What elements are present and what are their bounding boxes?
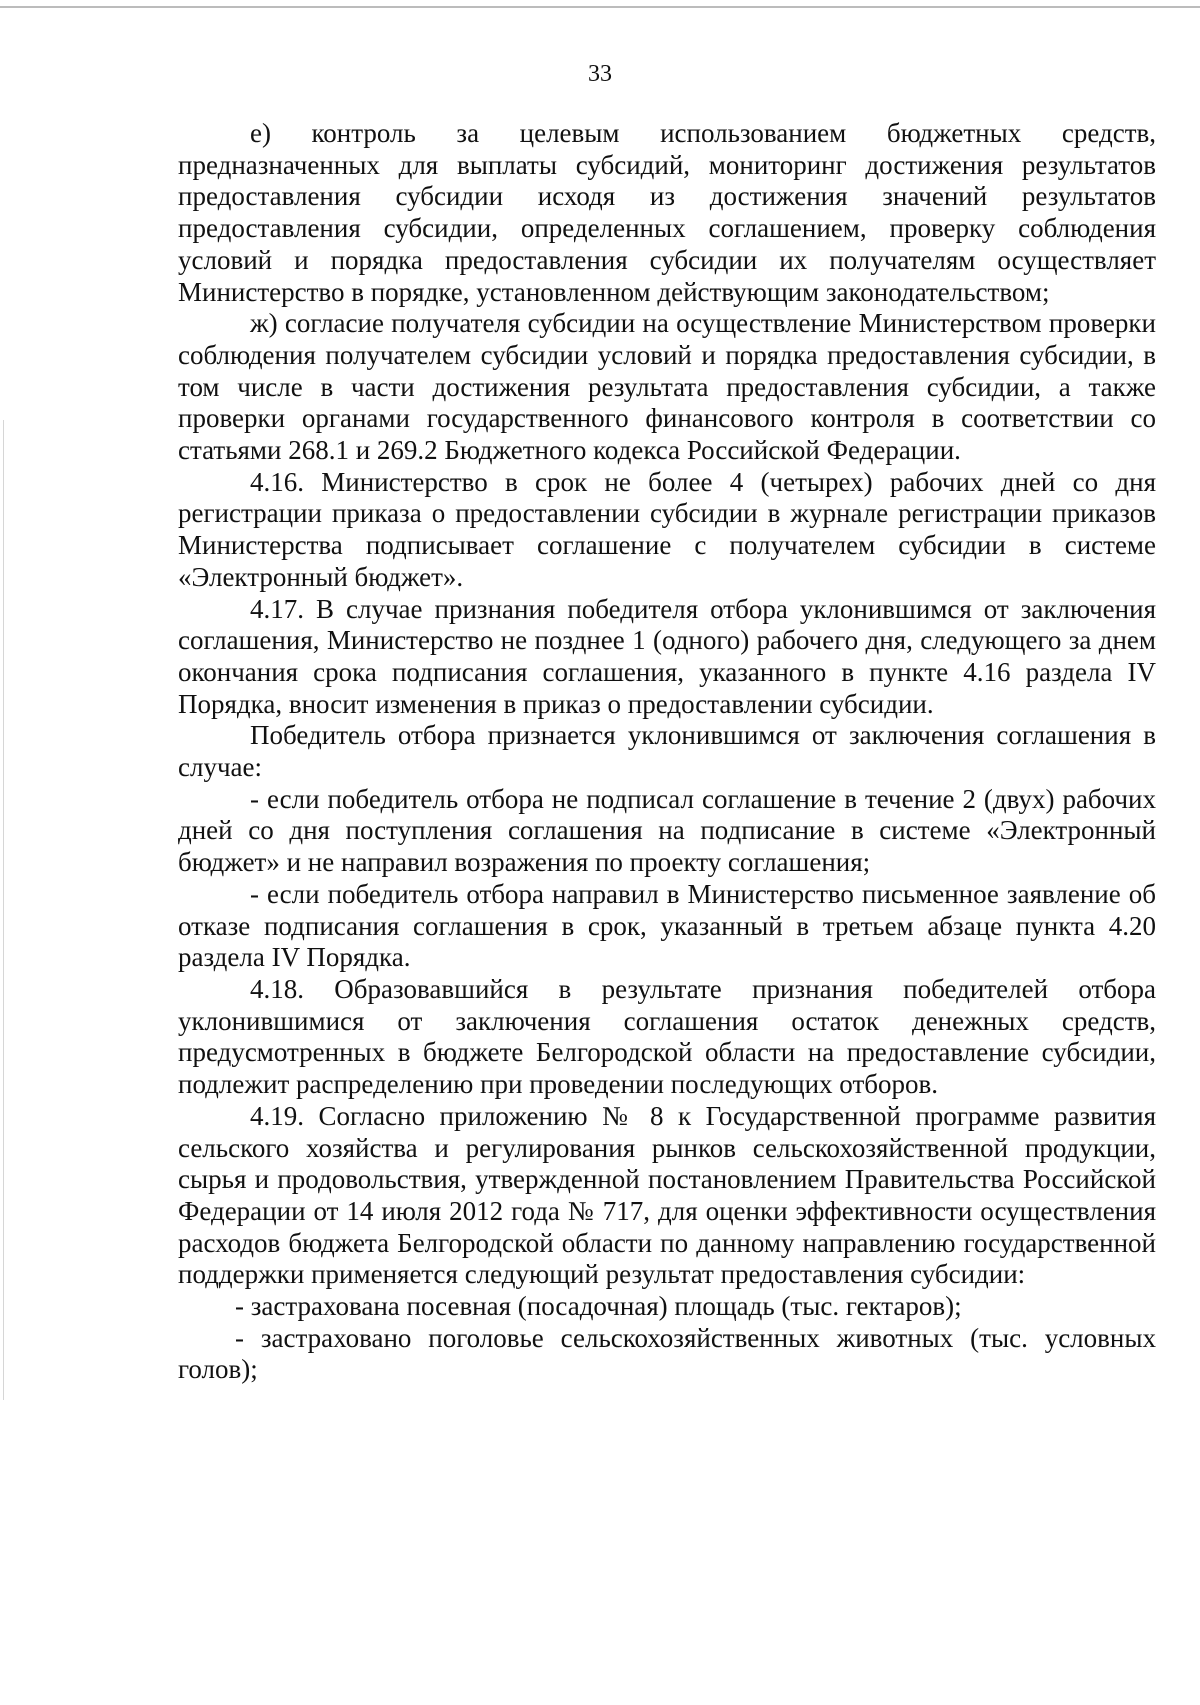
paragraph-4-16: 4.16. Министерство в срок не более 4 (четырех) рабочих дней со дня регистрации приказа о предоставлении субсидии в журнале регистрации приказов Министерства подписывает соглашение с получателем субсидии в системе «Электронный бюджет». xyxy=(178,466,1156,592)
document-body xyxy=(178,118,1156,1386)
result-item-livestock: - застраховано поголовье сельскохозяйственных животных (тыс. условных голов); xyxy=(178,1322,1156,1385)
page-number: 33 xyxy=(588,61,612,87)
paragraph-item-e: е) контроль за целевым использованием бюджетных средств, предназначенных для выплаты субсидий, мониторинг достижения результатов предоставления субсидии исходя из достижения значений результатов предоставления субсидии, определенных соглашением, проверку соблюдения условий и порядка предоставления субсидии их получателям осуществляет Министерство в порядке, установленном действующим законодательством; xyxy=(178,118,1156,307)
paragraph-4-19: 4.19. Согласно приложению № 8 к Государственной программе развития сельского хозяйства и регулирования рынков сельскохозяйственной продукции, сырья и продовольствия, утвержденной постановлением Правительства Российской Федерации от 14 июля 2012 года № 717, для оценки эффективности осуществления расходов бюджета Белгородской области по данному направлению государственной поддержки применяется следующий результат предоставления субсидии: xyxy=(178,1100,1156,1290)
scan-edge-left xyxy=(3,420,4,1400)
paragraph-evasion-case-1: - если победитель отбора не подписал соглашение в течение 2 (двух) рабочих дней со дня поступления соглашения на подписание в системе «Электронный бюджет» и не направил возражения по проекту соглашения; xyxy=(178,783,1156,878)
paragraph-evasion-case-2: - если победитель отбора направил в Министерство письменное заявление об отказе подписания соглашения в срок, указанный в третьем абзаце пункта 4.20 раздела IV Порядка. xyxy=(178,878,1156,973)
paragraph-4-17: 4.17. В случае признания победителя отбора уклонившимся от заключения соглашения, Министерство не позднее 1 (одного) рабочего дня, следующего за днем окончания срока подписания соглашения, указанного в пункте 4.16 раздела IV Порядка, вносит изменения в приказ о предоставлении субсидии. xyxy=(178,593,1156,719)
paragraph-evasion-definition: Победитель отбора признается уклонившимся от заключения соглашения в случае: xyxy=(178,720,1156,783)
scan-edge-top xyxy=(0,6,1200,8)
paragraph-item-zh: ж) согласие получателя субсидии на осуществление Министерством проверки соблюдения получателем субсидии условий и порядка предоставления субсидии, в том числе в части достижения результата предоставления субсидии, а также проверки органами государственного финансового контроля в соответствии со статьями 268.1 и 269.2 Бюджетного кодекса Российской Федерации. xyxy=(178,308,1156,466)
paragraph-4-18: 4.18. Образовавшийся в результате признания победителей отбора уклонившимися от заключения соглашения остаток денежных средств, предусмотренных в бюджете Белгородской области на предоставление субсидии, подлежит распределению при проведении последующих отборов. xyxy=(178,973,1156,1100)
result-item-sown-area: - застрахована посевная (посадочная) площадь (тыс. гектаров); xyxy=(235,1291,962,1322)
